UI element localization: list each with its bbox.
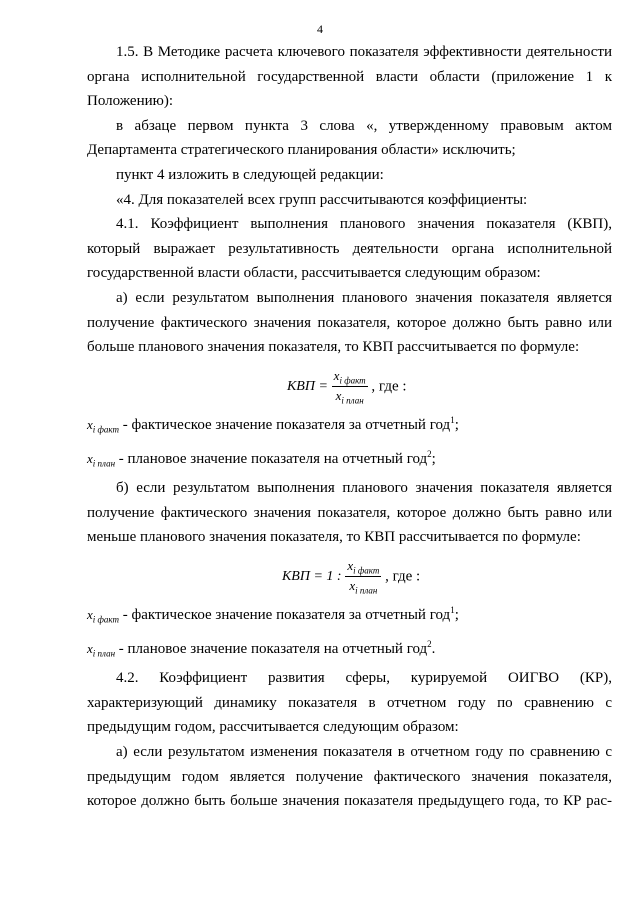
formula-tail: , где : [371,378,407,395]
formula-fraction: $\frac{x_{i факт}}{x_{i план}}$ [347,557,380,597]
formula-kvp-1 [87,360,612,408]
formula-tail: , где : [385,568,421,585]
formula-lhs: КВП = 1 : [282,568,342,584]
paragraph-4-1-b: б) если результатом выполнения планового значения показателя является получение фактического значения показателя, которое должно быть равно или меньше планового значения показателя, то КВП рассчитывается по формуле: [87,480,612,546]
paragraph-punkt-4: пункт 4 изложить в следующей редакции: [116,166,384,183]
paragraph-4-2-a: а) если результатом изменения показателя в отчетном году по сравнению с предыдущим годом является получение фактического значения показателя, которое должно быть больше значения показателя предыдущего года, то КР рас- [87,744,612,810]
formula-lhs: КВП = [287,378,328,394]
definition-plan-2: $x_{i план}$ - плановое значение показателя на отчетный год$^2$. [87,639,436,659]
definition-plan-1: $x_{i план}$ - плановое значение показателя на отчетный год$^2$; [87,448,436,469]
paragraph-4-2: 4.2. Коэффициент развития сферы, курируемой ОИГВО (КР), характеризующий динамику показателя в отчетном году по сравнению с предыдущим годом, рассчитывается следующим образом: [87,670,612,736]
definition-fact-2: $x_{i факт}$ - фактическое значение показателя за отчетный год$^1$; [87,604,459,625]
paragraph-4-1-a: а) если результатом выполнения планового значения показателя является получение фактического значения показателя, которое должно быть равно или больше планового значения показателя, то КВП рассчитывается по формуле: [87,289,612,356]
paragraph-4-1: 4.1. Коэффициент выполнения планового значения показателя (КВП), который выражает результативность деятельности органа исполнительной государственной власти области, рассчитывается следующим образом: [87,216,612,282]
document-body [87,40,612,814]
paragraph-1-5: 1.5. В Методике расчета ключевого показателя эффективности деятельности органа исполнительной государственной власти области (приложение 1 к Положению): [87,44,612,110]
page-number: 4 [317,22,323,36]
definition-fact-1: $x_{i факт}$ - фактическое значение показателя за отчетный год$^1$; [87,414,459,435]
formula-kvp-2 [87,550,612,598]
formula-fraction: $\frac{x_{i факт}}{x_{i план}}$ [333,367,366,406]
paragraph-abzac: в абзаце первом пункта 3 слова «, утвержденному правовым актом Департамента стратегического планирования области» исключить; [87,117,612,159]
paragraph-4: «4. Для показателей всех групп рассчитываются коэффициенты: [116,191,528,208]
